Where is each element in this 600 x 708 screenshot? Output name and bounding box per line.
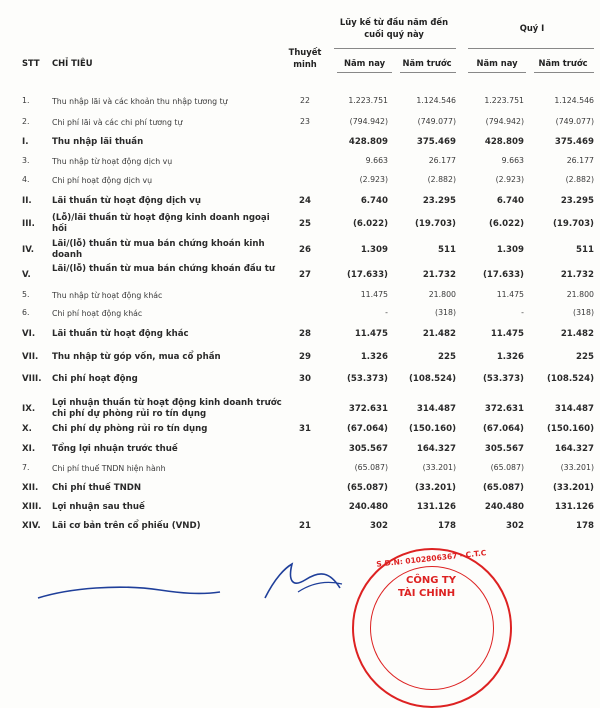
row-label: Lãi thuần từ hoạt động dịch vụ	[52, 196, 201, 206]
row-value-nam-nay-quy: (65.087)	[490, 463, 524, 472]
row-value-nam-nay-luy-ke: (67.064)	[346, 424, 388, 434]
row-value-nam-nay-quy: 1.223.751	[484, 96, 524, 105]
row-stt: VI.	[22, 329, 36, 339]
row-value-nam-nay-luy-ke: 428.809	[348, 137, 388, 147]
row-value-nam-truoc-quy: (749.077)	[555, 117, 594, 126]
row-value-nam-nay-quy: 372.631	[484, 404, 524, 414]
header-underline	[400, 72, 456, 73]
row-value-nam-truoc-quy: (108.524)	[547, 374, 594, 384]
row-value-nam-nay-luy-ke: (65.087)	[354, 463, 388, 472]
row-value-nam-nay-luy-ke: (794.942)	[349, 117, 388, 126]
row-stt: 1.	[22, 96, 30, 105]
row-label: (Lỗ)/lãi thuần từ hoạt động kinh doanh ngoại hối	[52, 213, 270, 234]
row-value-nam-nay-luy-ke: 6.740	[360, 196, 388, 206]
row-value-nam-nay-luy-ke: 1.309	[360, 245, 388, 255]
row-value-nam-truoc-luy-ke: 21.732	[422, 270, 456, 280]
row-value-nam-truoc-luy-ke: 178	[438, 521, 456, 531]
row-label: Chi phí hoạt động	[52, 374, 138, 384]
row-value-nam-truoc-quy: (33.201)	[560, 463, 594, 472]
row-label: Thu nhập lãi và các khoản thu nhập tương tự	[52, 97, 228, 106]
stamp-line1: CÔNG TY	[406, 575, 456, 586]
row-note: 30	[299, 374, 311, 384]
row-note: 22	[300, 96, 310, 105]
row-value-nam-truoc-luy-ke: 26.177	[428, 156, 456, 165]
row-value-nam-nay-quy: (65.087)	[482, 483, 524, 493]
row-value-nam-nay-luy-ke: 9.663	[365, 156, 388, 165]
row-stt: XI.	[22, 444, 36, 454]
row-label: Chi phí hoạt động dịch vụ	[52, 176, 153, 185]
row-stt: IX.	[22, 404, 36, 414]
row-stt: III.	[22, 219, 35, 229]
row-value-nam-nay-luy-ke: (53.373)	[346, 374, 388, 384]
row-label: Chi phí lãi và các chi phí tương tự	[52, 118, 183, 127]
header-rule-luy-ke	[334, 48, 456, 49]
row-label: Chi phí thuế TNDN	[52, 483, 142, 493]
row-value-nam-truoc-luy-ke: 23.295	[422, 196, 456, 206]
row-label: Lãi/(lỗ) thuần từ mua bán chứng khoán kinh doanh	[52, 239, 265, 260]
header-quy: Quý I	[519, 23, 545, 33]
row-value-nam-nay-quy: 11.475	[490, 329, 524, 339]
row-stt: XIII.	[22, 502, 42, 512]
row-value-nam-truoc-luy-ke: 225	[438, 352, 456, 362]
row-value-nam-truoc-quy: (150.160)	[547, 424, 594, 434]
row-note: 29	[299, 352, 311, 362]
row-value-nam-nay-luy-ke: 240.480	[348, 502, 388, 512]
row-value-nam-truoc-luy-ke: (2.882)	[427, 175, 456, 184]
row-value-nam-truoc-luy-ke: 1.124.546	[416, 96, 456, 105]
header-luy-ke-line2: cuối quý này	[364, 29, 424, 39]
row-value-nam-nay-quy: 9.663	[501, 156, 524, 165]
row-value-nam-nay-quy: 1.326	[496, 352, 524, 362]
row-value-nam-nay-luy-ke: 11.475	[360, 290, 388, 299]
row-value-nam-nay-quy: (53.373)	[482, 374, 524, 384]
row-value-nam-nay-luy-ke: 1.223.751	[348, 96, 388, 105]
header-chi-tieu: CHỈ TIÊU	[52, 58, 93, 68]
row-value-nam-truoc-quy: 375.469	[554, 137, 594, 147]
row-note: 26	[299, 245, 311, 255]
header-nam-truoc-luy-ke: Năm trước	[402, 58, 452, 68]
header-nam-truoc-quy: Năm trước	[538, 58, 588, 68]
row-value-nam-nay-luy-ke: 11.475	[354, 329, 388, 339]
row-value-nam-truoc-luy-ke: 314.487	[416, 404, 456, 414]
row-value-nam-nay-luy-ke: (17.633)	[346, 270, 388, 280]
row-value-nam-truoc-luy-ke: (19.703)	[414, 219, 456, 229]
row-stt: V.	[22, 270, 31, 280]
row-value-nam-nay-luy-ke: -	[385, 308, 388, 317]
header-underline	[468, 72, 526, 73]
header-nam-nay-quy: Năm nay	[476, 58, 518, 68]
row-value-nam-nay-quy: 428.809	[484, 137, 524, 147]
row-value-nam-truoc-luy-ke: 375.469	[416, 137, 456, 147]
row-stt: 7.	[22, 463, 30, 472]
row-value-nam-truoc-luy-ke: 164.327	[416, 444, 456, 454]
row-value-nam-truoc-luy-ke: (33.201)	[414, 483, 456, 493]
row-value-nam-truoc-quy: 164.327	[554, 444, 594, 454]
row-value-nam-nay-quy: 240.480	[484, 502, 524, 512]
row-value-nam-nay-quy: (17.633)	[482, 270, 524, 280]
row-note: 21	[299, 521, 311, 531]
row-value-nam-truoc-quy: (318)	[573, 308, 594, 317]
row-value-nam-truoc-quy: 131.126	[554, 502, 594, 512]
row-stt: 2.	[22, 117, 30, 126]
row-stt: 3.	[22, 156, 30, 165]
row-value-nam-truoc-quy: (19.703)	[552, 219, 594, 229]
row-value-nam-nay-luy-ke: 305.567	[348, 444, 388, 454]
row-label: Lợi nhuận sau thuế	[52, 502, 145, 512]
stamp-ring-text: S.Đ.N: 0102806367 - C.T.C	[375, 548, 487, 569]
row-stt: VIII.	[22, 374, 42, 384]
row-value-nam-truoc-luy-ke: 21.800	[428, 290, 456, 299]
row-value-nam-truoc-quy: 1.124.546	[554, 96, 594, 105]
row-value-nam-truoc-luy-ke: 511	[438, 245, 456, 255]
row-value-nam-truoc-quy: 26.177	[566, 156, 594, 165]
row-value-nam-truoc-quy: 23.295	[560, 196, 594, 206]
stamp-line2: TÀI CHÍNH	[398, 588, 456, 599]
row-stt: I.	[22, 137, 29, 147]
signature	[30, 558, 350, 600]
row-value-nam-nay-quy: 6.740	[496, 196, 524, 206]
row-value-nam-nay-luy-ke: 1.326	[360, 352, 388, 362]
row-stt: 5.	[22, 290, 30, 299]
row-label: Thu nhập lãi thuần	[52, 137, 144, 147]
row-value-nam-truoc-luy-ke: (108.524)	[409, 374, 456, 384]
row-value-nam-truoc-quy: (2.882)	[565, 175, 594, 184]
row-value-nam-truoc-quy: 21.482	[560, 329, 594, 339]
row-stt: 6.	[22, 308, 30, 317]
row-value-nam-nay-luy-ke: (65.087)	[346, 483, 388, 493]
row-label: Lợi nhuận thuần từ hoạt động kinh doanh trước chi phí dự phòng rủi ro tín dụng	[52, 398, 282, 419]
row-value-nam-nay-quy: 305.567	[484, 444, 524, 454]
header-rule-quy	[468, 48, 594, 49]
header-underline	[337, 72, 392, 73]
row-label: Lãi thuần từ hoạt động khác	[52, 329, 189, 339]
row-note: 25	[299, 219, 311, 229]
row-stt: 4.	[22, 175, 30, 184]
row-label: Chi phí hoạt động khác	[52, 309, 143, 318]
row-note: 24	[299, 196, 311, 206]
row-label: Thu nhập từ hoạt động khác	[52, 291, 163, 300]
row-value-nam-nay-luy-ke: (6.022)	[352, 219, 388, 229]
row-value-nam-truoc-quy: (33.201)	[552, 483, 594, 493]
row-stt: X.	[22, 424, 32, 434]
row-value-nam-truoc-luy-ke: (150.160)	[409, 424, 456, 434]
row-value-nam-nay-quy: (794.942)	[485, 117, 524, 126]
header-thuyet-minh-line2: minh	[293, 59, 317, 69]
row-value-nam-truoc-quy: 314.487	[554, 404, 594, 414]
row-value-nam-truoc-quy: 21.732	[560, 270, 594, 280]
header-thuyet-minh-line1: Thuyết	[288, 47, 322, 57]
row-note: 28	[299, 329, 311, 339]
row-stt: XIV.	[22, 521, 41, 531]
row-label: Chi phí dự phòng rủi ro tín dụng	[52, 424, 208, 434]
company-stamp	[352, 548, 512, 708]
header-luy-ke-line1: Lũy kế từ đầu năm đến	[339, 17, 449, 27]
row-label: Lãi cơ bản trên cổ phiếu (VND)	[52, 521, 201, 531]
row-label: Chi phí thuế TNDN hiện hành	[52, 464, 166, 473]
row-value-nam-nay-luy-ke: (2.923)	[359, 175, 388, 184]
row-label: Lãi/(lỗ) thuần từ mua bán chứng khoán đầu tư	[52, 264, 275, 274]
row-value-nam-truoc-quy: 178	[576, 521, 594, 531]
header-stt: STT	[22, 58, 40, 68]
row-value-nam-nay-quy: (67.064)	[482, 424, 524, 434]
row-value-nam-truoc-luy-ke: 21.482	[422, 329, 456, 339]
row-value-nam-nay-luy-ke: 302	[370, 521, 388, 531]
row-note: 31	[299, 424, 311, 434]
row-stt: XII.	[22, 483, 39, 493]
row-value-nam-truoc-luy-ke: (749.077)	[417, 117, 456, 126]
row-stt: IV.	[22, 245, 35, 255]
row-value-nam-nay-quy: (2.923)	[495, 175, 524, 184]
row-value-nam-nay-quy: (6.022)	[488, 219, 524, 229]
row-value-nam-nay-quy: -	[521, 308, 524, 317]
row-value-nam-nay-quy: 302	[506, 521, 524, 531]
row-value-nam-truoc-luy-ke: (318)	[435, 308, 456, 317]
row-value-nam-truoc-luy-ke: 131.126	[416, 502, 456, 512]
row-value-nam-nay-quy: 1.309	[496, 245, 524, 255]
row-label: Thu nhập từ góp vốn, mua cổ phần	[52, 352, 221, 362]
header-underline	[534, 72, 594, 73]
row-label: Thu nhập từ hoạt động dịch vụ	[52, 157, 173, 166]
row-value-nam-truoc-quy: 511	[576, 245, 594, 255]
row-stt: VII.	[22, 352, 39, 362]
row-value-nam-nay-luy-ke: 372.631	[348, 404, 388, 414]
row-note: 23	[300, 117, 310, 126]
row-value-nam-truoc-quy: 225	[576, 352, 594, 362]
header-nam-nay-luy-ke: Năm nay	[343, 58, 386, 68]
row-stt: II.	[22, 196, 32, 206]
row-value-nam-nay-quy: 11.475	[496, 290, 524, 299]
row-value-nam-truoc-quy: 21.800	[566, 290, 594, 299]
row-note: 27	[299, 270, 311, 280]
row-label: Tổng lợi nhuận trước thuế	[52, 444, 178, 454]
row-value-nam-truoc-luy-ke: (33.201)	[422, 463, 456, 472]
